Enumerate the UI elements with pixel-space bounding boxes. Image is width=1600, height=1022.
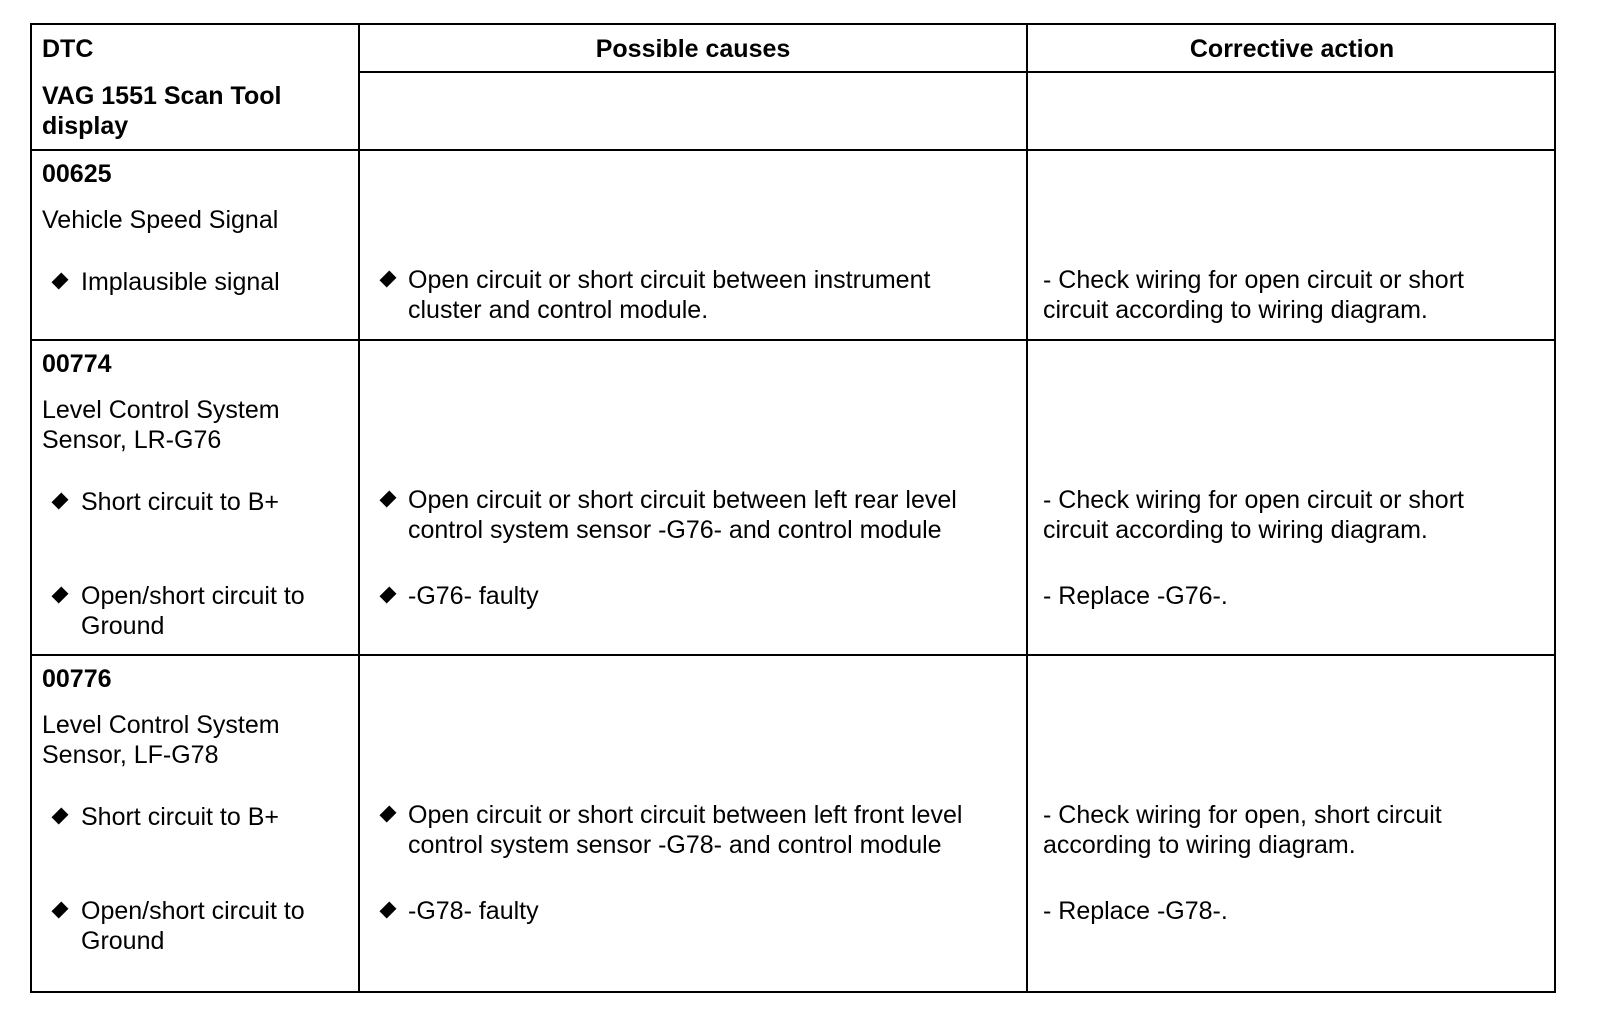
action-line: according to wiring diagram. (1043, 831, 1356, 859)
bullet-icon (52, 273, 69, 290)
column-divider-2 (1026, 25, 1028, 991)
column-divider-1 (358, 25, 360, 991)
cause-line: cluster and control module. (408, 296, 709, 324)
header-display-line-2: display (42, 112, 129, 140)
bullet-icon (380, 587, 397, 604)
row-divider-3 (32, 654, 1554, 656)
dtc-code-00774: 00774 (42, 350, 112, 378)
action-line: - Check wiring for open, short circuit (1043, 801, 1442, 829)
dtc-code-00625: 00625 (42, 160, 112, 188)
cause-line: -G78- faulty (408, 897, 539, 925)
header-display-line-1: VAG 1551 Scan Tool (42, 82, 282, 110)
bullet-icon (380, 806, 397, 823)
fault-line: Implausible signal (81, 268, 280, 296)
action-line: circuit according to wiring diagram. (1043, 516, 1428, 544)
fault-line: Short circuit to B+ (81, 488, 279, 516)
bullet-icon (380, 271, 397, 288)
cause-line: -G76- faulty (408, 582, 539, 610)
header-corrective-action: Corrective action (1189, 35, 1395, 63)
fault-line: Open/short circuit to (81, 897, 305, 925)
fault-line: Open/short circuit to (81, 582, 305, 610)
cause-line: Open circuit or short circuit between left rear level (408, 486, 957, 514)
header-possible-causes: Possible causes (595, 35, 791, 63)
bullet-icon (52, 587, 69, 604)
row-divider-2 (32, 339, 1554, 341)
dtc-name-line: Sensor, LF-G78 (42, 741, 219, 769)
bullet-icon (52, 808, 69, 825)
fault-line: Ground (81, 927, 165, 955)
dtc-table (30, 23, 1556, 993)
bullet-icon (52, 902, 69, 919)
dtc-name-line: Vehicle Speed Signal (42, 206, 279, 234)
dtc-name-line: Level Control System (42, 711, 280, 739)
header-divider (359, 71, 1554, 73)
cause-line: control system sensor -G78- and control module (408, 831, 942, 859)
action-line: - Check wiring for open circuit or short (1043, 266, 1464, 294)
header-dtc: DTC (42, 35, 94, 63)
dtc-name-line: Level Control System (42, 396, 280, 424)
dtc-code-00776: 00776 (42, 665, 112, 693)
action-line: circuit according to wiring diagram. (1043, 296, 1428, 324)
fault-line: Ground (81, 612, 165, 640)
cause-line: Open circuit or short circuit between left front level (408, 801, 963, 829)
dtc-name-line: Sensor, LR-G76 (42, 426, 222, 454)
cause-line: control system sensor -G76- and control module (408, 516, 942, 544)
fault-line: Short circuit to B+ (81, 803, 279, 831)
action-line: - Replace -G76-. (1043, 582, 1228, 610)
action-line: - Check wiring for open circuit or short (1043, 486, 1464, 514)
bullet-icon (52, 493, 69, 510)
row-divider-1 (32, 149, 1554, 151)
bullet-icon (380, 491, 397, 508)
bullet-icon (380, 902, 397, 919)
action-line: - Replace -G78-. (1043, 897, 1228, 925)
cause-line: Open circuit or short circuit between instrument (408, 266, 931, 294)
